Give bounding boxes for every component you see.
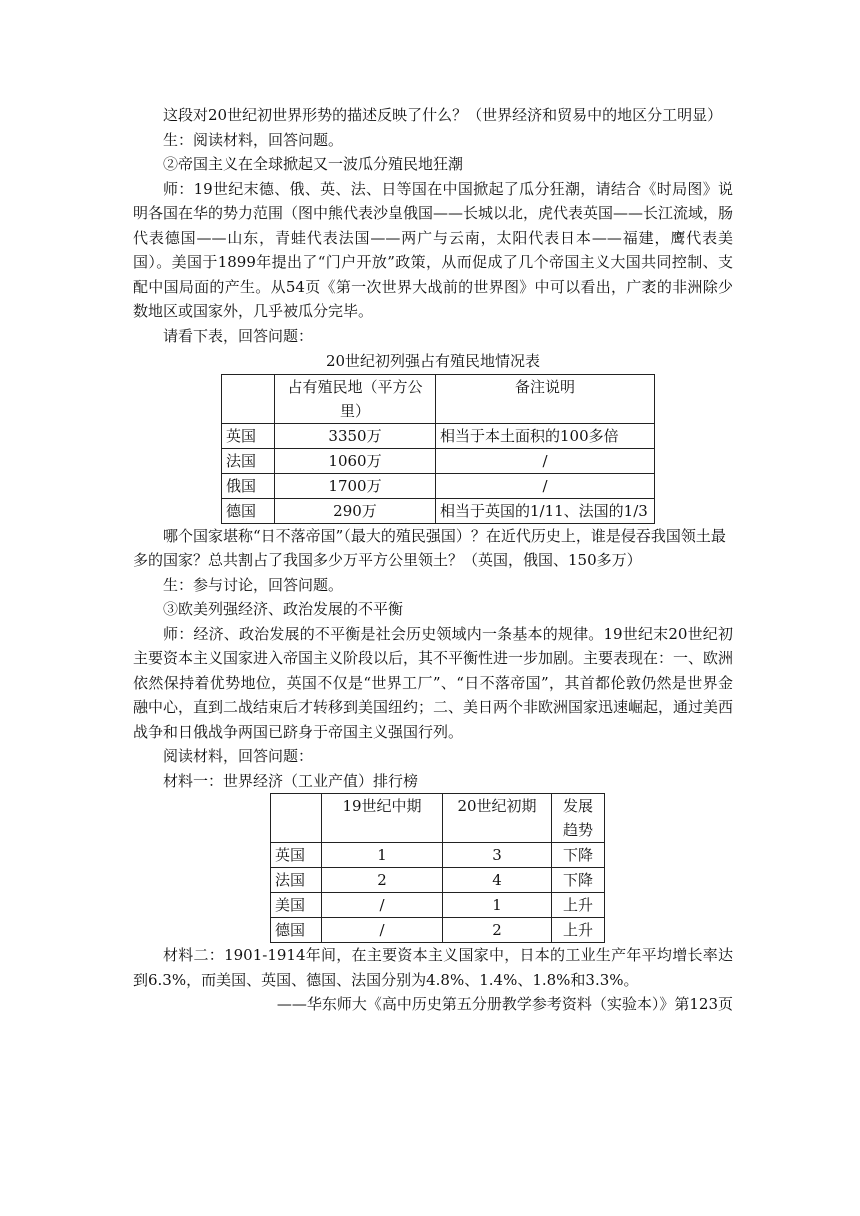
table-row	[222, 498, 655, 523]
table-row	[271, 893, 605, 918]
section-heading-3: ③欧美列强经济、政治发展的不平衡	[163, 600, 404, 618]
table-header-cell: 备注说明	[436, 374, 655, 423]
paragraph-teacher-3: 师：经济、政治发展的不平衡是社会历史领域内一条基本的规律。19世纪末20世纪初主要资本主义国家进入帝国主义阶段以后，其不平衡性进一步加剧。主要表现在：一、欧洲依然保持着优势地位，英国不仅是“世界工厂”、“日不落帝国”，其首都伦敦仍然是世界金融中心，直到二战结束后才转移到美国纽约；二、美日两个非欧洲国家迅速崛起，通过美西战争和日俄战争两国已跻身于帝国主义强国行列。	[133, 624, 734, 741]
table2-caption: 材料一：世界经济（工业产值）排行榜	[163, 771, 419, 790]
paragraph-question-1: 这段对20世纪初世界形势的描述反映了什么？（世界经济和贸易中的地区分工明显）	[163, 106, 723, 124]
table-cell: 1	[322, 843, 443, 868]
table-cell: 4	[443, 868, 552, 893]
paragraph-instruction-table: 请看下表，回答问题：	[163, 326, 314, 345]
table-header-cell	[271, 794, 322, 843]
table-row	[271, 794, 605, 843]
table-cell: 1700万	[275, 473, 436, 498]
table-cell: 3350万	[275, 423, 436, 448]
table-cell: /	[436, 473, 655, 498]
table-cell: 俄国	[222, 473, 275, 498]
table-row	[222, 423, 655, 448]
table-cell: 2	[443, 918, 552, 943]
table-cell: /	[322, 893, 443, 918]
table-cell: 法国	[271, 868, 322, 893]
table-cell: /	[436, 448, 655, 473]
table-row	[222, 448, 655, 473]
table-cell: 相当于本土面积的100多倍	[436, 423, 655, 448]
table-cell: 上升	[552, 918, 605, 943]
table-row	[271, 868, 605, 893]
citation: ——华东师大《高中历史第五分册教学参考资料（实验本）》第123页	[276, 995, 733, 1013]
table-header-cell: 发展趋势	[552, 794, 605, 843]
table-cell: 3	[443, 843, 552, 868]
paragraph-instruction-material: 阅读材料，回答问题：	[163, 747, 314, 765]
table-row	[222, 374, 655, 423]
table-cell: 290万	[275, 498, 436, 523]
table-cell: 德国	[271, 918, 322, 943]
table-row	[222, 473, 655, 498]
paragraph-student-2: 生：参与讨论，回答问题。	[163, 575, 344, 594]
table-header-cell: 20世纪初期	[443, 794, 552, 843]
section-heading-2: ②帝国主义在全球掀起又一波瓜分殖民地狂潮	[163, 155, 464, 173]
table-cell: /	[322, 918, 443, 943]
document-page	[133, 103, 733, 1017]
table-cell: 1060万	[275, 448, 436, 473]
table-header-cell: 占有殖民地（平方公里）	[275, 374, 436, 423]
paragraph-question-2: 哪个国家堪称“日不落帝国”（最大的殖民强国）？在近代历史上，谁是侵吞我国领土最多的国家？总共割占了我国多少万平方公里领土？（英国，俄国、150多万）	[133, 526, 726, 569]
table-cell: 美国	[271, 893, 322, 918]
table1-caption: 20世纪初列强占有殖民地情况表	[325, 352, 541, 370]
table-cell: 下降	[552, 843, 605, 868]
table-cell: 德国	[222, 498, 275, 523]
table-header-cell: 19世纪中期	[322, 794, 443, 843]
industry-ranking-table	[270, 793, 605, 943]
table-cell: 下降	[552, 868, 605, 893]
table-cell: 英国	[271, 843, 322, 868]
table-row	[271, 918, 605, 943]
table-row	[271, 843, 605, 868]
table-cell: 上升	[552, 893, 605, 918]
colony-table	[221, 374, 655, 524]
table-cell: 英国	[222, 423, 275, 448]
paragraph-teacher-2: 师：19世纪末德、俄、英、法、日等国在中国掀起了瓜分狂潮，请结合《时局图》说明各国在华的势力范围（图中熊代表沙皇俄国——长城以北，虎代表英国——长江流域，肠代表德国——山东，青蛙代表法国——两广与云南，太阳代表日本——福建，鹰代表美国）。美国于1899年提出了“门户开放”政策，从而促成了几个帝国主义大国共同控制、支配中国局面的产生。从54页《第一次世界大战前的世界图》中可以看出，广袤的非洲除少数地区或国家外，几乎被瓜分完毕。	[133, 179, 734, 320]
table-cell: 法国	[222, 448, 275, 473]
table-header-cell	[222, 374, 275, 423]
table-cell: 1	[443, 893, 552, 918]
paragraph-student-1: 生：阅读材料，回答问题。	[163, 130, 344, 149]
table-cell: 相当于英国的1/11、法国的1/3	[436, 498, 655, 523]
paragraph-material-2: 材料二：1901-1914年间，在主要资本主义国家中，日本的工业生产年平均增长率达到6.3%，而美国、英国、德国、法国分别为4.8%、1.4%、1.8%和3.3%。	[133, 946, 733, 989]
table-cell: 2	[322, 868, 443, 893]
